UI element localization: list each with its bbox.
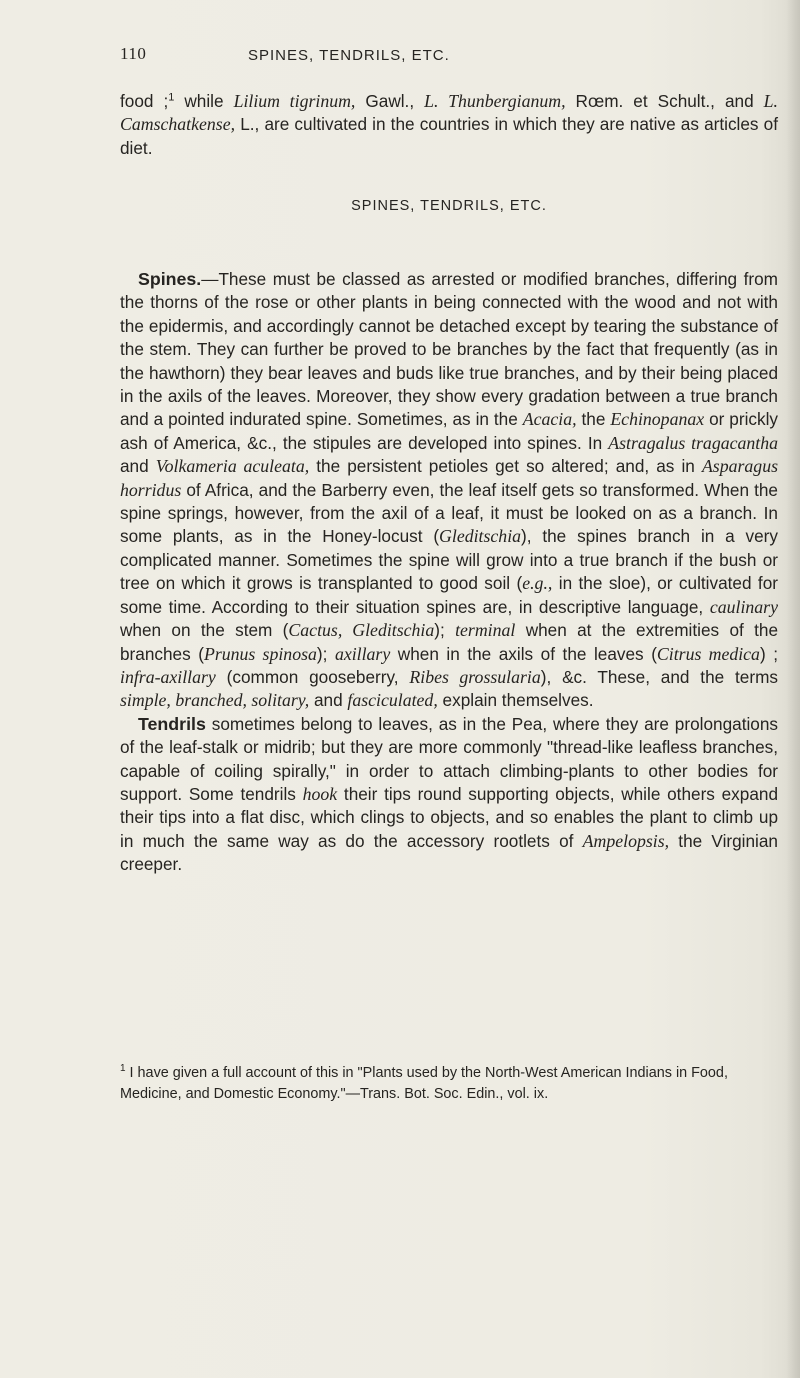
spines-heading: Spines. bbox=[138, 269, 202, 289]
page-header bbox=[120, 44, 680, 72]
running-head: SPINES, TENDRILS, ETC. bbox=[248, 47, 450, 64]
tendrils-heading: Tendrils bbox=[138, 713, 206, 734]
section-title: SPINES, TENDRILS, ETC. bbox=[351, 198, 547, 214]
footnote-marker: 1 bbox=[120, 1063, 126, 1075]
footnote-ref: 1 bbox=[168, 91, 175, 104]
page-edge-shadow bbox=[786, 0, 800, 1378]
body-text bbox=[120, 268, 778, 877]
intro-paragraph: food ;$^1$ while Lilium tigrinum, Gawl., L. Thunbergianum, Rœm. et Schult., and L. Camschatkense, L., are cultivated in the countries in which they are native as articles of diet. bbox=[120, 91, 778, 158]
spines-paragraph: Spines.—These must be classed as arrested or modified branches, differing from the thorns of the rose or other plants in being connected with the wood and not with the epidermis, and accordingly cannot be detached except by tearing the substance of the stem. They can further be proved to be branches by the fact that frequently (as in the hawthorn) they bear leaves and buds like true branches, and by their being placed in the axils of the leaves. Moreover, they show every gradation between a true branch and a pointed indurated spine. Sometimes, as in the Acacia, the Echinopanax or prickly ash of America, &c., the stipules are developed into spines. In Astragalus tragacantha and Volkameria aculeata, the persistent petioles get so altered; and, as in Asparagus horridus of Africa, and the Barberry even, the leaf itself gets so transformed. When the spine springs, however, from the axil of a leaf, it must be looked on as a branch. In some plants, as in the Honey-locust (Gleditschia), the spines branch in a very complicated manner. Sometimes the spine will grow into a true branch if the bush or tree on which it grows is transplanted to good soil (e.g., in the sloe), or cultivated for some time. According to their situation spines are, in descriptive language, caulinary when on the stem (Cactus, Gleditschia); terminal when at the extremities of the branches (Prunus spinosa); axillary when in the axils of the leaves (Citrus medica) ; infra-axillary (common gooseberry, Ribes grossularia), &c. These, and the terms simple, branched, solitary, and fasciculated, explain themselves. bbox=[120, 269, 779, 711]
page-number: 110 bbox=[120, 44, 147, 63]
footnote-text: I have given a full account of this in "Plants used by the North-West American Indians in Food, Medicine, and Domestic Economy."—Trans. Bot. Soc. Edin., vol. ix. bbox=[120, 1065, 728, 1102]
tendrils-paragraph: Tendrils sometimes belong to leaves, as in the Pea, where they are prolongations of the leaf-stalk or midrib; but they are more commonly "thread-like leafless branches, capable of coiling spirally," in order to attach climbing-plants to other bodies for support. Some tendrils hook their tips round supporting objects, while others expand their tips into a flat disc, which clings to objects, and so enables the plant to climb up in much the same way as do the accessory rootlets of Ampelopsis, the Virginian creeper. bbox=[120, 713, 778, 875]
footnote bbox=[120, 1063, 778, 1104]
